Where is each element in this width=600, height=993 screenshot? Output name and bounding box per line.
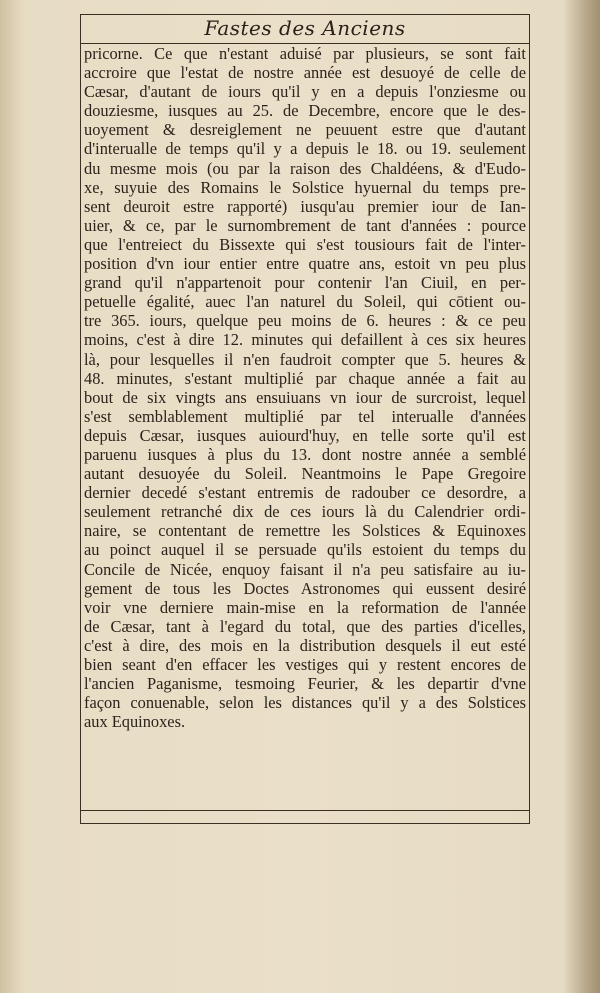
text-line: bout de six vingts ans ensuiuans vn iour de surcroist, lequel [84,387,526,407]
right-frame-line [529,14,530,824]
text-line: douziesme, iusques au 25. de Decembre, encore que le des- [84,101,526,121]
text-line: uier, & ce, par le surnombrement de tant d'années : pource [84,215,526,235]
text-line: aux Equinoxes. [84,712,186,732]
text-line: voir vne derniere main-mise en la reformation de l'année [84,597,526,617]
text-line: sent deuroit estre rapporté) iusqu'au premier iour de Ian- [84,196,526,216]
bottom-rule-upper [80,810,530,811]
text-line: naire, se contentant de remettre les Solstices & Equinoxes [84,521,526,541]
text-line: bien seant d'en effacer les vestiges qui y restent encores de [84,655,526,674]
text-line: dernier decedé s'estant entremis de radouber ce desordre, a [84,483,526,503]
text-line: grand qu'il n'appartenoit pour contenir l'an Ciuil, en per- [84,273,526,293]
text-line: Cæsar, d'autant de iours qu'il y en a depuis l'onziesme ou [84,82,526,102]
text-line: l'ancien Paganisme, tesmoing Feurier, & les departir d'vne [84,674,526,694]
text-line: de Cæsar, tant à l'egard du total, que des parties d'icelles, [84,616,526,636]
page-gutter-shadow [562,0,600,993]
bottom-rule-lower [80,823,530,824]
text-line: xe, suyuie des Romains le Solstice hyuernal du temps pre- [84,177,526,197]
top-rule [80,14,530,15]
text-line: autant desuoyée du Soleil. Neantmoins le Pape Gregoire [84,464,526,484]
text-line: c'est à dire, des mois en la distribution desquels il eut esté [84,635,526,655]
text-line: position d'vn iour entier entre quatre ans, estoit vn peu plus [84,254,526,274]
body-text [84,44,526,731]
text-line: accroire que l'estat de nostre année est desuoyé de celle de [84,63,526,83]
running-title: Fastes des Anciens [204,16,406,40]
text-line: du mesme mois (ou par la raison des Chaldéens, & d'Eudo- [84,158,526,178]
text-frame [80,14,530,824]
text-line: d'interualle de temps qu'il y a depuis le 18. ou 19. seulement [84,139,526,159]
text-line: tre 365. iours, quelque peu moins de 6. heures : & ce peu [84,311,526,331]
text-line: depuis Cæsar, iusques auiourd'huy, en telle sorte qu'il est [84,425,526,445]
text-line: Concile de Nicée, enquoy faisant il n'a peu satisfaire au iu- [84,559,526,579]
left-frame-line [80,14,81,824]
text-line: paruenu iusques à plus du 13. dont nostre année a semblé [84,444,526,464]
text-line: façon conuenable, selon les distances qu'il y a des Solstices [84,693,526,713]
text-line: là, pour lesquelles il n'en faudroit compter que 5. heures & [84,349,526,369]
text-line: uoyement & desreiglement ne peuuent estre que d'autant [84,120,526,140]
text-line: petuelle égalité, auec l'an naturel du Soleil, qui cōtient ou- [84,292,526,312]
text-line: 48. minutes, s'estant multiplié par chaque année a fait au [84,368,526,388]
text-line: moins, c'est à dire 12. minutes qui defaillent à ces six heures [84,330,526,350]
text-line: pricorne. Ce que n'estant aduisé par plusieurs, se sont fait [84,44,526,63]
text-line: s'est semblablement multiplié par tel interualle d'années [84,406,526,426]
text-line: gement de tous les Doctes Astronomes qui eussent desiré [84,578,526,598]
text-line: au poinct auquel il se persuade qu'ils estoient du temps du [84,540,526,560]
text-line: seulement retranché dix de ces iours là du Calendrier ordi- [84,502,526,522]
text-line: que l'entreiect du Bissexte qui s'est tousiours fait de l'inter- [84,234,526,254]
